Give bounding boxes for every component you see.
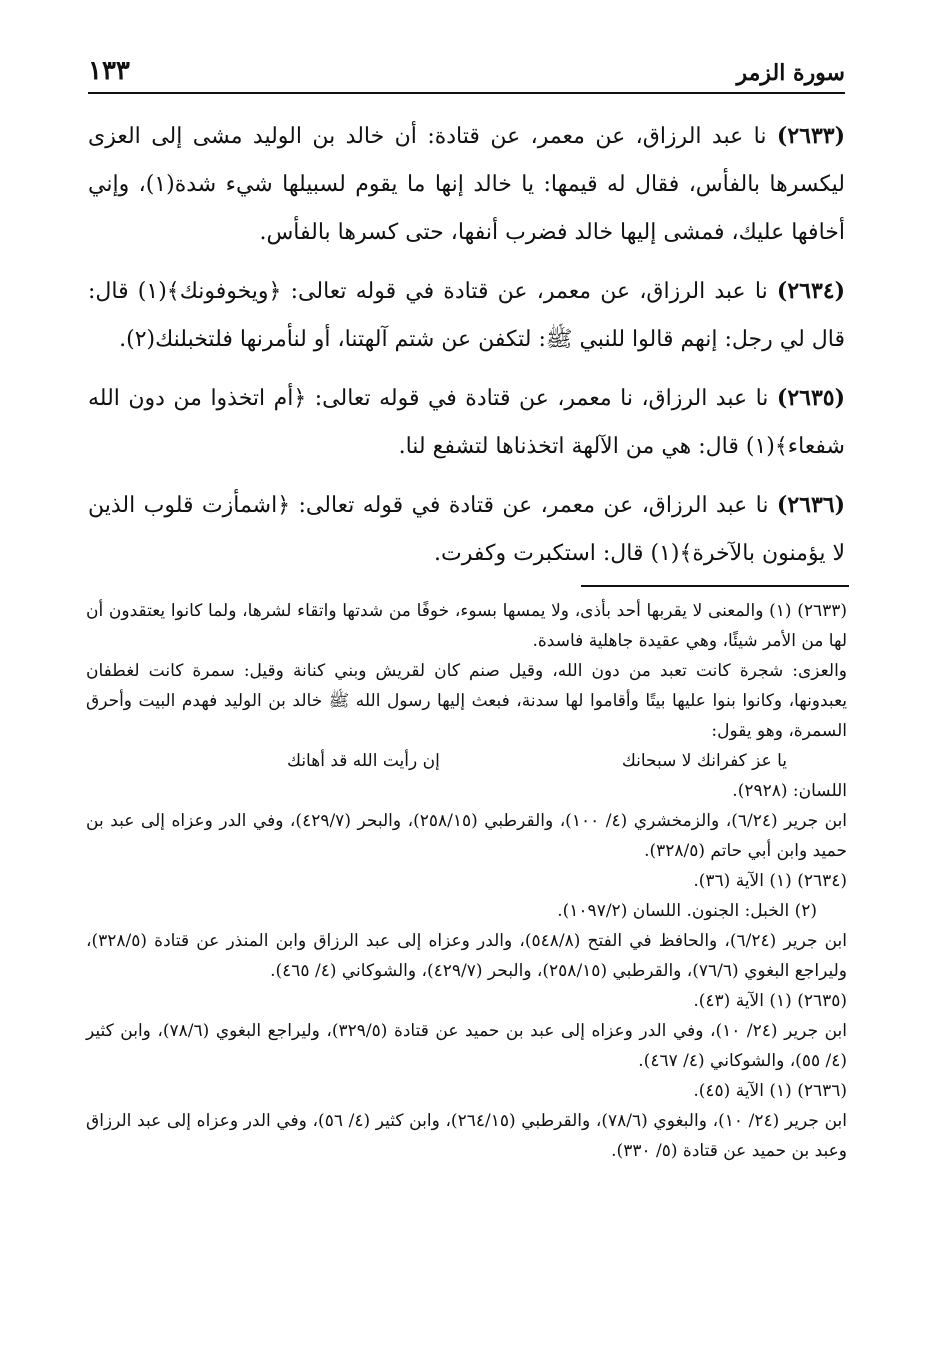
footnote: ابن جرير (٦/٢٤)، والحافظ في الفتح (٥٤٨/٨)، والدر وعزاه إلى عبد الرزاق وابن المنذر عن قتادة (٣٢٨/٥)، وليراجع البغوي (٧٦/٦)، والقرطبي (٢٥٨/١٥)، والبحر (٤٢٩/٧)، والشوكاني (٤/ ٤٦٥). [86,931,847,981]
footnote: والعزى: شجرة كانت تعبد من دون الله، وقيل صنم كان لقريش وبني كنانة وقيل: سمرة كانت لغطفان يعبدونها، وكانوا بنوا عليها بيتًا وأقاموا لها سدنة، فبعث إليها رسول الله ﷺ خالد بن الوليد فهدم البيت وأحرق السمرة، وهو يقول: [86,661,847,741]
main-text [88,112,845,588]
hadith-2636 [88,481,845,578]
hadith-text: نا عبد الرزاق، عن معمر، عن قتادة في قوله تعالى: ﴿ويخوفونك﴾(١) قال: قال لي رجل: إنهم قالوا للنبي ﷺ: لتكفن عن شتم آلهتنا، أو لنأمرنها فلتخبلنك(٢). [88,279,845,352]
hadith-number: (٢٦٣٦) [776,492,845,518]
hadith-2634 [88,267,845,364]
footnote: (٢٦٣٦) (١) الآية (٤٥). [693,1081,847,1101]
poem-verse [287,746,787,776]
footnote: (٢٦٣٣) (١) والمعنى لا يقربها أحد بأذى، ولا يمسها بسوء، خوفًا من شدتها واتقاء لشرها، ولما كانوا يعتقدون أن لها من الأمر شيئًا، وهي عقيدة جاهلية فاسدة. [86,601,848,651]
footnote: (٢) الخبل: الجنون. اللسان (١٠٩٧/٢). [557,901,817,921]
poem-hemistich-first: يا عز كفرانك لا سبحانك [621,751,787,771]
running-header [88,56,845,94]
hadith-number: (٢٦٣٥) [776,385,845,411]
hadith-number: (٢٦٣٣) [776,123,845,149]
footnote: ابن جرير (٦/٢٤)، والزمخشري (٤/ ١٠٠)، والقرطبي (٢٥٨/١٥)، والبحر (٤٢٩/٧)، وفي الدر وعزاه إلى عبد بن حميد وابن أبي حاتم (٣٢٨/٥). [86,811,848,861]
footnote: ابن جرير (٢٤/ ١٠)، والبغوي (٧٨/٦)، والقرطبي (٢٦٤/١٥)، وابن كثير (٤/ ٥٦)، وفي الدر وعزاه إلى عبد الرزاق وعبد بن حميد عن قتادة (٥/ ٣٣٠). [86,1111,847,1161]
footnote: (٢٦٣٤) (١) الآية (٣٦). [693,871,847,891]
hadith-number: (٢٦٣٤) [776,278,845,304]
footnote: (٢٦٣٥) (١) الآية (٤٣). [693,991,847,1011]
page-number: ١٣٣ [88,56,130,86]
hadith-text: نا عبد الرزاق، نا معمر، عن قتادة في قوله تعالى: ﴿أم اتخذوا من دون الله شفعاء﴾(١) قال: هي من الآلهة اتخذناها لتشفع لنا. [88,386,845,459]
hadith-text: نا عبد الرزاق، عن معمر، عن قتادة في قوله تعالى: ﴿اشمأزت قلوب الذين لا يؤمنون بالآخرة﴾(١) قال: استكبرت وكفرت. [88,493,845,566]
hadith-2633 [88,112,845,257]
hadith-text: نا عبد الرزاق، عن معمر، عن قتادة: أن خالد بن الوليد مشى إلى العزى ليكسرها بالفأس، فقال له قيمها: يا خالد إنها ما يقوم لسبيلها شيء شدة(١)، وإني أخافها عليك، فمشى إليها خالد فضرب أنفها، حتى كسرها بالفأس. [88,124,845,245]
poem-hemistich-second: إن رأيت الله قد أهانك [287,751,440,771]
footnote-separator [581,585,849,587]
hadith-2635 [88,374,845,471]
footnote: ابن جرير (٢٤/ ١٠)، وفي الدر وعزاه إلى عبد بن حميد عن قتادة (٣٢٩/٥)، وليراجع البغوي (٧٨/٦)، وابن كثير (٤/ ٥٥)، والشوكاني (٤/ ٤٦٧). [86,1021,848,1071]
footnote: اللسان: (٢٩٢٨). [732,781,847,801]
surah-title: سورة الزمر [736,60,845,86]
footnotes [86,596,847,1166]
